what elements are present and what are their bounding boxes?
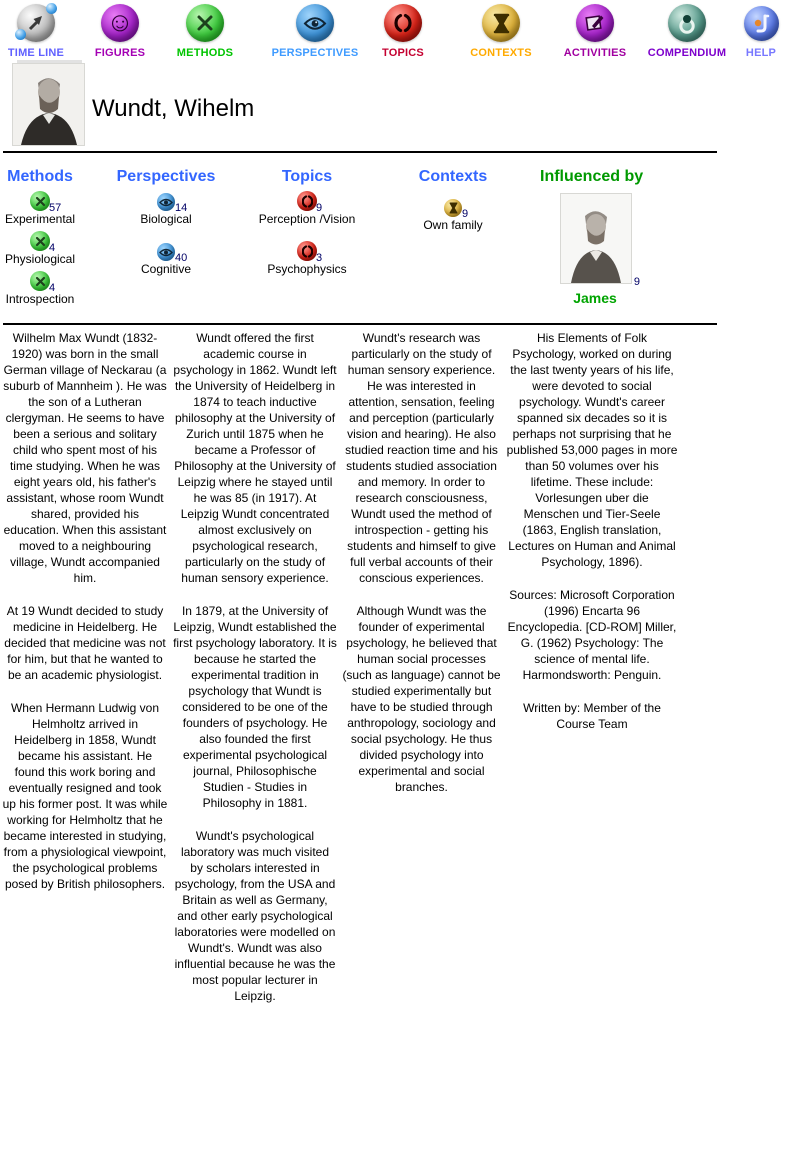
- summary-divider: [3, 323, 717, 325]
- item-label[interactable]: Cognitive: [140, 262, 192, 276]
- header-divider: [3, 151, 717, 153]
- nav-item-timeline[interactable]: [1, 4, 71, 59]
- nav-item-topics[interactable]: [374, 4, 432, 59]
- bio-paragraph: Wundt's research was particularly on the study of human sensory experience. He was interested in attention, sensation, feeling and perception (particularly vision and hearing). He also studied reaction time and his students studied association and memory. In order to research consciousness, Wundt used the method of introspection - getting his students and himself to give full verbal accounts of their conscious experiences.: [345, 331, 498, 585]
- bio-paragraph: Written by: Member of the Course Team: [523, 701, 661, 731]
- methods-x-icon[interactable]: [186, 4, 224, 42]
- topic-arrows-icon[interactable]: [297, 191, 317, 211]
- topics-heading: Topics: [281, 168, 333, 185]
- perspective-item-cognitive[interactable]: [112, 239, 220, 276]
- nav-item-help[interactable]: [737, 6, 785, 59]
- topic-item-perception-vision[interactable]: [252, 189, 362, 226]
- eye-glyph: [159, 248, 173, 257]
- nav-label-topics: TOPICS: [382, 47, 424, 59]
- portrait-silhouette: [13, 64, 84, 145]
- activities-pencil-icon[interactable]: [576, 4, 614, 42]
- item-count: 9: [462, 208, 469, 220]
- bio-paragraph: Wilhelm Max Wundt (1832-1920) was born in the small German village of Neckarau (a suburb of Mannheim ). He was the son of a Lutheran clergyman. He seems to have been a serious and solitary child who spent most of his time studying. When he was eight years old, his father's assistant, whose room Wundt shared, provided his education. When this assistant moved to a neighbouring village, Wundt accompanied him.: [3, 331, 167, 585]
- item-count: 9: [633, 276, 640, 288]
- nav-label-methods: METHODS: [176, 47, 234, 59]
- bio-paragraph: In 1879, at the University of Leipzig, Wundt established the first psychology laboratory. It is because he started the experimental tradition in psychology that Wundt is considered to be one of the founders of psychology. He also founded the first experimental psychological journal, Philosophische Studien - Studies in Philosophy in 1881.: [173, 604, 337, 810]
- bio-paragraph: When Hermann Ludwig von Helmholtz arrived in Heidelberg in 1858, Wundt became his assistant. He found this work boring and eventually resigned and took up his former post. It was while working for Helmholtz that he became interested in studying, from a physiological viewpoint, the psychological problems posed by British philosophers.: [2, 701, 168, 891]
- perspectives-heading: Perspectives: [116, 168, 216, 185]
- curved-arrows-glyph: [394, 13, 412, 33]
- item-count: 4: [49, 242, 56, 254]
- curved-arrows-glyph: [302, 245, 313, 258]
- nav-item-contexts[interactable]: [463, 4, 539, 59]
- mini-blue-sphere-icon: [46, 3, 57, 14]
- x-glyph: [35, 236, 46, 247]
- method-item-introspection[interactable]: [0, 269, 80, 306]
- nav-label-compendium: COMPENDIUM: [647, 47, 727, 59]
- nav-item-methods[interactable]: [169, 4, 241, 59]
- eye-glyph: [303, 16, 327, 31]
- perspective-item-biological[interactable]: [112, 189, 220, 226]
- perspective-eye-icon[interactable]: [157, 243, 175, 261]
- contexts-hourglass-icon[interactable]: [482, 4, 520, 42]
- nav-label-help: HELP: [745, 47, 777, 59]
- summary-methods-column: [0, 168, 80, 309]
- context-hourglass-icon[interactable]: [444, 199, 462, 217]
- item-label[interactable]: Physiological: [4, 252, 76, 266]
- nav-label-figures: FIGURES: [94, 47, 146, 59]
- context-item-own-family[interactable]: [398, 195, 508, 232]
- item-count: 14: [175, 202, 188, 214]
- person-glyph: [751, 13, 771, 35]
- item-count: 40: [175, 252, 188, 264]
- nav-item-perspectives[interactable]: [269, 4, 361, 59]
- james-portrait-item[interactable]: [560, 193, 640, 288]
- summary-contexts-column: [398, 168, 508, 235]
- nav-label-timeline: TIME LINE: [7, 47, 65, 59]
- eye-glyph: [159, 198, 173, 207]
- smiley-glyph: ☺: [106, 6, 134, 37]
- contexts-heading: Contexts: [418, 168, 488, 185]
- bio-column-4: [506, 330, 678, 749]
- mini-blue-sphere-icon: [15, 29, 26, 40]
- methods-heading: Methods: [7, 168, 73, 185]
- nav-label-contexts: CONTEXTS: [470, 47, 532, 59]
- compendium-icon[interactable]: [668, 4, 706, 42]
- method-item-physiological[interactable]: [0, 229, 80, 266]
- bio-paragraph: Wundt's psychological laboratory was much visited by scholars interested in psychology, from the USA and Britain as well as Germany, and other early psychological laboratories were modelled on Wundt's. Wundt was also influential because he was the most popular lecturer in Leipzig.: [174, 829, 336, 1003]
- x-glyph: [35, 196, 46, 207]
- bio-column-3: [341, 330, 502, 812]
- bio-column-2: [173, 330, 337, 1021]
- summary-topics-column: [252, 168, 362, 279]
- note-and-pencil-glyph: [584, 12, 606, 34]
- x-glyph: [196, 14, 214, 32]
- item-label[interactable]: Introspection: [5, 292, 75, 306]
- nav-item-figures[interactable]: [89, 4, 151, 59]
- summary-influenced-by-column: [540, 168, 670, 306]
- curved-arrows-glyph: [302, 195, 313, 208]
- perspectives-eye-icon[interactable]: [296, 4, 334, 42]
- topics-arrows-icon[interactable]: [384, 4, 422, 42]
- topic-item-psychophysics[interactable]: [252, 239, 362, 276]
- influenced-by-heading: Influenced by: [540, 168, 644, 185]
- bio-paragraph: Sources: Microsoft Corporation (1996) Encarta 96 Encyclopedia. [CD-ROM] Miller, G. (1962) Psychology: The science of mental life. Harmondsworth: Penguin.: [507, 588, 677, 682]
- help-icon[interactable]: [744, 6, 779, 41]
- hourglass-glyph: [449, 202, 458, 214]
- method-x-icon[interactable]: [30, 191, 50, 211]
- item-count: 57: [49, 202, 62, 214]
- perspective-eye-icon[interactable]: [157, 193, 175, 211]
- method-item-experimental[interactable]: [0, 189, 80, 226]
- figures-smiley-icon[interactable]: [101, 4, 139, 42]
- hourglass-glyph: [493, 13, 510, 34]
- summary-perspectives-column: [112, 168, 220, 279]
- bio-column-1: [2, 330, 168, 909]
- james-portrait-photo[interactable]: [560, 193, 632, 284]
- x-glyph: [35, 276, 46, 287]
- timeline-icon[interactable]: [17, 4, 55, 42]
- method-x-icon[interactable]: [30, 271, 50, 291]
- item-count: 9: [316, 202, 323, 214]
- item-label[interactable]: Psychophysics: [267, 262, 347, 276]
- arrow-up-right-glyph: [26, 13, 46, 33]
- item-label[interactable]: Experimental: [4, 212, 76, 226]
- bio-paragraph: At 19 Wundt decided to study medicine in Heidelberg. He decided that medicine was not for him, but that he wanted to be an academic physiologist.: [4, 604, 166, 682]
- nav-label-activities: ACTIVITIES: [563, 47, 627, 59]
- item-label[interactable]: Perception /Vision: [258, 212, 356, 226]
- bio-paragraph: Wundt offered the first academic course in psychology in 1862. Wundt left the University of Heidelberg in 1874 to teach inductive philosophy at the University of Zurich until 1875 when he became a Professor of Philosophy at the University of Leipzig where he stayed until he was 85 (in 1917). At Leipzig Wundt concentrated almost exclusively on psychological research, particularly on the study of human sensory experience.: [173, 331, 337, 585]
- nav-item-activities[interactable]: [556, 4, 634, 59]
- bio-paragraph: His Elements of Folk Psychology, worked on during the last twenty years of his life, were devoted to social psychology. Wundt's career spanned six decades so it is perhaps not surprising that he published 53,000 pages in more than 50 volumes over his lifetime. These include: Vorlesungen uber die Menschen und Tier-Seele (1863, English translation, Lectures on Human and Animal Psychology, 1896).: [506, 331, 678, 569]
- portrait-silhouette: [561, 194, 631, 283]
- ring-and-dot-glyph: [676, 12, 698, 35]
- wundt-portrait-photo: [12, 63, 85, 146]
- page-title: Wundt, Wihelm: [92, 95, 255, 122]
- nav-item-compendium[interactable]: [641, 4, 733, 59]
- method-x-icon[interactable]: [30, 231, 50, 251]
- topic-arrows-icon[interactable]: [297, 241, 317, 261]
- item-count: 4: [49, 282, 56, 294]
- nav-label-perspectives: PERSPECTIVES: [271, 47, 359, 59]
- item-label[interactable]: Own family: [423, 218, 483, 232]
- bio-paragraph: Although Wundt was the founder of experimental psychology, he believed that human social processes (such as language) cannot be studied experimentally but have to be studied through anthropology, sociology and social psychology. He thus divided psychology into experimental and social branches.: [342, 604, 501, 794]
- item-count: 3: [316, 252, 323, 264]
- item-label[interactable]: Biological: [140, 212, 192, 226]
- influenced-by-person-name[interactable]: James: [573, 290, 617, 306]
